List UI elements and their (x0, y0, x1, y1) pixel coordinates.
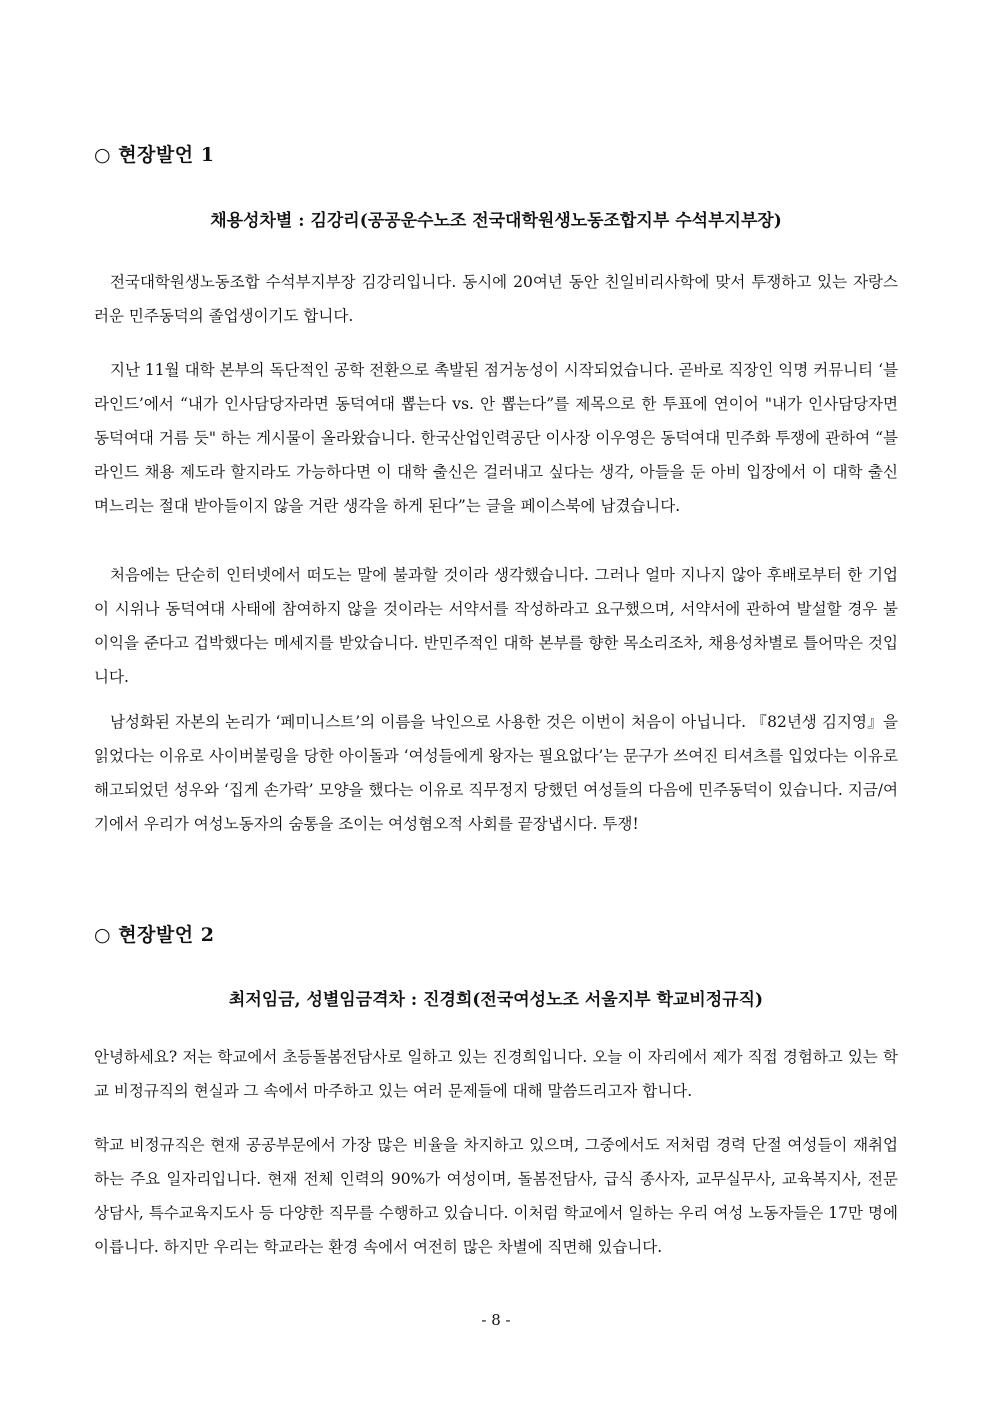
section-heading-2: ○ 현장발언 2 (94, 924, 215, 946)
speaker-topic-2: 최저임금, 성별임금격차 (228, 990, 405, 1010)
paragraph-1-4: 남성화된 자본의 논리가 ‘페미니스트’의 이름을 낙인으로 사용한 것은 이번이 처음이 아닙니다. 『82년생 김지영』을 읽었다는 이유로 사이버불링을 당한 아이돌과 ‘여성들에게 왕자는 필요없다’는 문구가 쓰여진 티셔츠를 입었다는 이유로 해고되었던 성우와 ‘집게 손가락’ 모양을 했다는 이유로 직무정지 당했던 여성들의 다음에 민주동덕이 있습니다. 지금/여기에서 우리가 여성노동자의 숨통을 조이는 여성혐오적 사회를 끝장냅시다. 투쟁! (94, 713, 898, 833)
paragraph-1-3: 처음에는 단순히 인터넷에서 떠도는 말에 불과할 것이라 생각했습니다. 그러나 얼마 지나지 않아 후배로부터 한 기업이 시위나 동덕여대 사태에 참여하지 않을 것이라는 서약서를 작성하라고 요구했으며, 서약서에 관하여 발설할 경우 불이익을 준다고 겁박했다는 메세지를 받았습니다. 반민주적인 대학 본부를 향한 목소리조차, 채용성차별로 틀어막은 것입니다. (94, 566, 898, 686)
speaker-topic-1: 채용성차별 (210, 211, 293, 231)
paragraph-2-2: 학교 비정규직은 현재 공공부문에서 가장 많은 비율을 차지하고 있으며, 그중에서도 저처럼 경력 단절 여성들이 재취업하는 주요 일자리입니다. 현재 전체 인력의 90%가 여성이며, 돌봄전담사, 급식 종사자, 교무실무사, 교육복지사, 전문 상담사, 특수교육지도사 등 다양한 직무를 수행하고 있습니다. 이처럼 학교에서 일하는 우리 여성 노동자들은 17만 명에 이릅니다. 하지만 우리는 학교라는 환경 속에서 여전히 많은 차별에 직면해 있습니다. (94, 1136, 898, 1256)
page-number: - 8 - (481, 1311, 511, 1329)
section-heading-1: ○ 현장발언 1 (94, 144, 215, 166)
paragraph-1-1: 전국대학원생노동조합 수석부지부장 김강리입니다. 동시에 20여년 동안 친일비리사학에 맞서 투쟁하고 있는 자랑스러운 민주동덕의 졸업생이기도 합니다. (94, 273, 898, 325)
speaker-title-1 (94, 206, 898, 231)
speaker-name-1: 김강리(공공운수노조 전국대학원생노동조합지부 수석부지부장) (310, 211, 782, 231)
title-separator-1: : (292, 211, 311, 231)
paragraph-1-2: 지난 11월 대학 본부의 독단적인 공학 전환으로 촉발된 점거농성이 시작되었습니다. 곧바로 직장인 익명 커뮤니티 ‘블라인드’에서 “내가 인사담당자라면 동덕여대 뽑는다 vs. 안 뽑는다”를 제목으로 한 투표에 연이어 "내가 인사담당자면 동덕여대 거름 듯" 하는 게시물이 올라왔습니다. 한국산업인력공단 이사장 이우영은 동덕여대 민주화 투쟁에 관하여 “블라인드 채용 제도라 할지라도 가능하다면 이 대학 출신은 걸러내고 싶다는 생각, 아들을 둔 아비 입장에서 이 대학 출신 며느리는 절대 받아들이지 않을 거란 생각을 하게 된다”는 글을 페이스북에 남겼습니다. (94, 361, 898, 515)
speaker-name-2: 진경희(전국여성노조 서울지부 학교비정규직) (423, 990, 764, 1010)
title-separator-2: : (404, 990, 424, 1010)
speaker-title-2 (94, 985, 898, 1010)
paragraph-2-1: 안녕하세요? 저는 학교에서 초등돌봄전담사로 일하고 있는 진경희입니다. 오늘 이 자리에서 제가 직접 경험하고 있는 학교 비정규직의 현실과 그 속에서 마주하고 있는 여러 문제들에 대해 말씀드리고자 합니다. (94, 1048, 898, 1100)
